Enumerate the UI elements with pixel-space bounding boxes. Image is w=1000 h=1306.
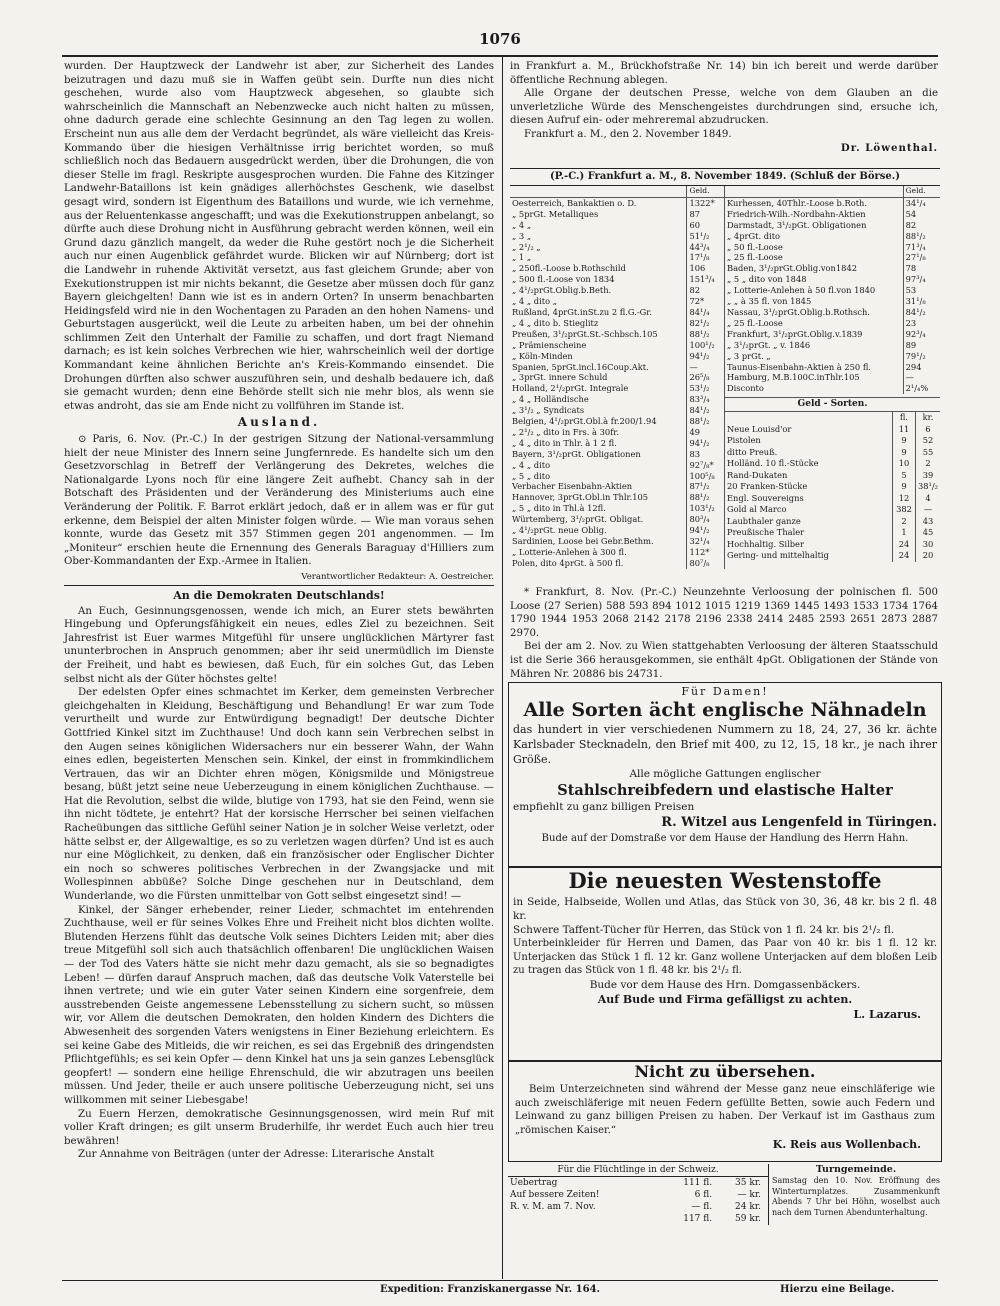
- fluechtlinge-row: [508, 1177, 763, 1189]
- ausland-heading: Ausland.: [237, 415, 321, 430]
- boerse-row-cell: 84¹/₄: [687, 307, 724, 318]
- boerse-row: [725, 231, 940, 242]
- boerse-row: [510, 263, 724, 274]
- boerse-row-cell: „ 4¹/₂prGt. neue Oblig.: [512, 525, 607, 536]
- verloosung-notes: [510, 586, 938, 681]
- boerse-row-cell: 2¹/₄%: [903, 383, 940, 394]
- geld-sorten-row-cell: 9: [892, 481, 915, 493]
- boerse-row: [725, 252, 940, 263]
- fluechtlinge-row-cell: 35 kr.: [735, 1178, 761, 1188]
- boerse-row-cell: 112*: [687, 547, 724, 558]
- geld-sorten-row-cell: 10: [892, 458, 915, 470]
- boerse-row-cell: Würtemberg, 3¹/₂prGt. Obligat.: [512, 514, 644, 525]
- boerse-row-cell: 84¹/₂: [687, 405, 724, 416]
- boerse-row-cell: 1322*: [687, 197, 724, 208]
- boerse-row-cell: 82: [687, 285, 724, 296]
- ad1-line2: Alle mögliche Gattungen englischer: [629, 768, 821, 780]
- fluechtlinge-list: [508, 1164, 769, 1225]
- geld-sorten-row-cell: 382: [892, 504, 915, 516]
- boerse-row-cell: 53: [903, 285, 940, 296]
- boerse-row: [725, 285, 940, 296]
- boerse-row-cell: „ Lotterie-Anlehen à 300 fl.: [512, 546, 627, 557]
- boerse-row-cell: Sardinien, Loose bei Gebr.Bethm.: [512, 536, 654, 546]
- boerse-row-cell: Taunus-Eisenbahn-Aktien à 250 fl.: [727, 361, 872, 372]
- ad2-line2: Schwere Taffent-Tücher für Herren, das Stück von 1 fl. 24 kr. bis 2¹/₂ fl.: [513, 924, 895, 936]
- appeal-paragraph-3: Kinkel, der Sänger erhebender, reiner Lieder, schmachtet im entehrenden Zuchthause, weil er für seines Volkes Ehre und Freiheit nicht blos dichten wollte. Blutenden Herzens fühlt das deutsche Volk seines Dichters Leiden mit; aber dies treue Mitgefühl soll sich auch thatsächlich offenbaren! Die unglücklichen Waisen — der Tod des Vaters hätte sie nicht mehr dazu gemacht, als sie so begnadigtes Leben! — dürfen darauf Anspruch machen, daß das deutsche Volk Vaterstelle bei ihnen vertrete; und wie ein guter Vater seinen Kindern eine sorgenfreie, dem ausstrebenden Geiste angemessene Lebensstellung zu sichern sucht, so müssen wir, vor Allem die deutschen Demokraten, den holden Kindern des Dichters die Abwesenheit des sorgenden Vaters wenigstens in Einer Beziehung erleichtern. Es sei keine Gabe des Mitleids, die wir reichen, es sei das Ergebniß des dringendsten Pflichtgefühls; es sei kein Opfer — denn Kinkel hat uns ja sein ganzes Lebensglück geopfert! — sondern eine heilige Ehrenschuld, die wir abzutragen uns beeilen müssen. Und Jeder, theile er auch unsere politische Ueberzeugung nicht, sei uns willkommen mit seiner Liebesgabe!: [64, 904, 494, 1106]
- bottom-rule: [62, 1280, 938, 1281]
- boerse-row: [510, 394, 724, 405]
- boerse-row: [510, 340, 724, 351]
- boerse-row: [510, 471, 724, 482]
- fluechtlinge-row-cell: 59 kr.: [735, 1214, 761, 1224]
- ad3-title: Nicht zu übersehen.: [634, 1062, 816, 1081]
- fluechtlinge-row: [508, 1189, 763, 1201]
- ad2-line1: in Seide, Halbseide, Wollen und Atlas, das Stück von 30, 36, 48 kr. bis 2 fl. 48 kr.: [513, 896, 937, 922]
- geld-sorten-row-cell: 20 Franken-Stücke: [727, 481, 808, 492]
- landwehr-article: wurden. Der Hauptzweck der Landwehr ist aber, zur Sicherheit des Landes beizutragen und dazu muß sie in Waffen geübt sein. Durfte nun dies nicht geschehen, wurde also vom Hauptzweck abgesehen, so glaubte sich wahrscheinlich die Mannschaft an Nebenzwecke auch nicht halten zu müssen, ohne dadurch gerade eine schlechte Gesinnung an den Tag legen zu wollen. Erscheint nun aus alle dem der Verdacht begründet, als wäre vielleicht das Kreis-Kommando über die hiesigen Verhältnisse irrig berichtet worden, so muß schließlich noch das Bedauern ausgedrückt werden, über die Drohungen, die von dieser Stelle im fragl. Reskripte ausgesprochen wurden. Die Fahne des Kitzinger Landwehr-Bataillons ist kein gnädiges allerhöchstes Geschenk, wie daselbst gesagt wird, sondern ist Eigenthum des Bataillons und wurde, wie ich vernehme, aus der Reluentenkasse angeschafft; und was die Exekutionstruppen anbelangt, so dürfte auch diese Drohung nicht in Ausführung gebracht werden können, weil ein Grund dazu gänzlich mangelt, da weder die Ruhe gestört noch je die Sicherheit auch nur einen Augenblick gefährdet wurde. Blicken wir auf Nürnberg; dort ist die Landwehr in ruhende Aktivität versetzt, aus fast gleichem Grunde; aber von Exekutionstruppen ist mir nichts bekannt, die Gesetze aber müssen doch für ganz Bayern gleichgelten! Dann wie ist es in andern Orten? In unserm benachbarten Heidingsfeld wird nie in den Wochentagen zu Paraden an den hohen Namens- und Geburtstagen ausgerückt, weil die Leute zu arbeiten haben, um bei der ohnehin schlimmen Zeit den Unterhalt der Familie zu schaffen, und dort fragt Niemand darnach; es ist kein solches Verbrechen wie hier, wahrscheinlich weil der dortige Kommandant keine ähnlichen Berichte an's Kreis-Kommando einsendet. Die Drohungen dürften also schwer auszuführen sein, und deshalb bedauere ich, daß sie gemacht wurden; denn eine Behörde stellt sich nie mehr blos, als wenn sie etwas androht, das sie am Ende nicht zu vollführen im Stande ist.: [64, 61, 494, 412]
- boerse-row: [510, 547, 724, 558]
- top-rule: [62, 55, 938, 57]
- boerse-table-left: [510, 186, 724, 569]
- boerse-row: [510, 209, 724, 220]
- boerse-row-cell: 27¹/₈: [903, 252, 940, 263]
- geld-sorten-row: [725, 527, 940, 539]
- boerse-row-cell: 84¹/₂: [903, 307, 940, 318]
- boerse-row-cell: 87: [687, 209, 724, 220]
- boerse-row: [725, 296, 940, 307]
- boerse-row-cell: „ „ à 35 fl. von 1845: [727, 296, 812, 307]
- boerse-row-cell: „ 3¹/₂prGt. „ v. 1846: [727, 339, 811, 350]
- boerse-row: [725, 351, 940, 362]
- geld-sorten-row-cell: 6: [915, 424, 940, 436]
- appeal-paragraph-2: Der edelsten Opfer eines schmachtet im Kerker, dem gemeinsten Verbrecher gleichgehalten in Kleidung, Beschäftigung und Behandlung! Er war zum Tode verurtheilt und wurde zur Entwürdigung begnadigt! Der deutsche Dichter Gottfried Kinkel sitzt im Zuchthause! Und doch kann sein Verbrechen selbst in den Augen seines königlichen Widersachers nur ein besserer Wahn, der Wahn eines edlen, begeisterten Menschen sein. Kinkel, der einst in frommkindlichem Vertrauen, das wir an Dichter ehren mögen, Königsmilde und Mönigstreue besang, büßt jetzt seine neue Ueberzeugung in einem königlichen Zuchthause. — Hat die Revolution, selbst die wilde, blutige von 1793, hat sie den Feind, wenn sie ihn nicht tödtete, je entehrt? Hat der korsische Herrscher bei seinen vielfachen Racheübungen das sittliche Gefühl seiner Nation je in solcher Weise verletzt, oder hätte selbst er, der Allgewaltige, es so zu verletzen wagen dürfen? Und ist es auch nur eine Möglichkeit, zu denken, daß ein französischer oder Englischer Dichter ein noch so schweres politisches Verbrechen in der Zwangsjacke und mit Wollespinnen abbüße? Solche Dinge geschehen nur in Deutschland, dem Wunderlande, wo die Fürsten unmittelbar von Gott selbst eingesetzt sind! —: [64, 687, 494, 903]
- fluechtlinge-row-cell: 6 fl.: [694, 1190, 713, 1200]
- ad3-text: Beim Unterzeichneten sind während der Messe ganz neue einschläferige wie auch zweischläferige mit neuen Federn gefüllte Betten, sowie auch Federn und Leinwand zu ganz billigen Preisen zu haben. Der Verkauf ist im Gasthaus zum „römischen Kaiser.“: [515, 1084, 935, 1136]
- geld-sorten-row-cell: Gold al Marco: [727, 504, 787, 515]
- appeal-paragraph-5: Zur Annahme von Beiträgen (unter der Adresse: Literarische Anstalt: [78, 1149, 435, 1161]
- boerse-row-cell: „ 3¹/₂ „ Syndicats: [512, 405, 585, 416]
- demokraten-heading: An die Demokraten Deutschlands!: [173, 588, 385, 602]
- boerse-row-cell: 23: [903, 318, 940, 329]
- fluechtlinge-row: [508, 1201, 763, 1213]
- boerse-row: [725, 274, 940, 285]
- geld-sorten-row: [725, 516, 940, 528]
- boerse-table-right: [725, 186, 940, 394]
- boerse-row: [510, 307, 724, 318]
- boerse-row-cell: 51¹/₂: [687, 231, 724, 242]
- boerse-row: [510, 220, 724, 231]
- verloosung-note-1: * Frankfurt, 8. Nov. (Pr.-C.) Neunzehnte Verloosung der polnischen fl. 500 Loose (27 Serien) 588 593 894 1012 1015 1219 1369 1445 1493 1533 1734 1764 1790 1944 1953 2068 2142 2178 2196 2338 2414 2485 2593 2651 2873 2887 2970.: [510, 587, 938, 639]
- boerse-row-cell: 97³/₄: [903, 274, 940, 285]
- boerse-row-cell: Hannover, 3prGt.Obl.in Thlr.105: [512, 492, 649, 503]
- boerse-row-cell: „ 3 „: [512, 230, 532, 241]
- turngemeinde-notice: [772, 1164, 940, 1218]
- geld-sorten-row: [725, 493, 940, 505]
- boerse-row: [725, 307, 940, 318]
- boerse-row-cell: —: [687, 362, 724, 373]
- boerse-row-cell: 100¹/₂: [687, 340, 724, 351]
- boerse-row-cell: „ 5 „ dito in Thl.à 12fl.: [512, 503, 606, 514]
- boerse-row: [510, 285, 724, 296]
- turngemeinde-heading: Turngemeinde.: [815, 1164, 897, 1175]
- boerse-row: [510, 231, 724, 242]
- boerse-row-cell: 54: [903, 209, 940, 220]
- boerse-row-cell: 94¹/₂: [687, 438, 724, 449]
- column-divider: [502, 57, 503, 1279]
- ad1-line3: empfiehlt zu ganz billigen Preisen: [513, 801, 695, 813]
- boerse-section: [510, 168, 940, 569]
- boerse-row-cell: 94¹/₂: [687, 525, 724, 536]
- boerse-row: [510, 351, 724, 362]
- boerse-row-cell: Darmstadt, 3¹/₂pGt. Obligationen: [727, 219, 867, 230]
- fluechtlinge-heading: Für die Flüchtlinge in der Schweiz.: [508, 1164, 768, 1177]
- boerse-row-cell: 82: [903, 220, 940, 231]
- geld-sorten-table: [725, 412, 940, 562]
- ad2-title: Die neuesten Westenstoffe: [568, 868, 882, 893]
- geld-sorten-row: [725, 435, 940, 447]
- boerse-row: [510, 405, 724, 416]
- boerse-row-cell: „ 4 „ dito b. Stieglitz: [512, 317, 599, 328]
- boerse-row-cell: Belgien, 4¹/₂prGt.Obl.à fr.200/1.94: [512, 416, 657, 427]
- boerse-row: [510, 274, 724, 285]
- turngemeinde-text: Samstag den 10. Nov. Eröffnung des Winterturnplatzes. Zusammenkunft Abends 7 Uhr bei Höhn, woselbst auch nach dem Turnen Abendunterhaltung.: [772, 1176, 940, 1217]
- boerse-row: [510, 460, 724, 471]
- geld-sorten-row-cell: Rand-Dukaten: [727, 469, 788, 480]
- ad1-kicker: Für Damen!: [681, 685, 769, 698]
- boerse-row: [725, 329, 940, 340]
- geld-sorten-row-cell: 24: [892, 539, 915, 551]
- geld-sorten-row-cell: 2: [892, 516, 915, 528]
- boerse-row-cell: 80⁷/₈: [687, 558, 724, 569]
- boerse-row-cell: „ 3prGt. innere Schuld: [512, 372, 608, 383]
- boerse-row-cell: Oesterreich, Bankaktien o. D.: [512, 197, 637, 208]
- boerse-row-cell: 31¹/₈: [903, 296, 940, 307]
- fluechtlinge-row-cell: R. v. M. am 7. Nov.: [510, 1202, 596, 1212]
- boerse-row-cell: „ 25 fl.-Loose: [727, 317, 783, 328]
- nicht-zu-uebersehen-ad: [508, 1060, 942, 1162]
- boerse-row: [510, 252, 724, 263]
- geld-sorten-row-cell: 11: [892, 424, 915, 436]
- boerse-row-cell: Baden, 3¹/₂prGt.Oblig.von1842: [727, 263, 857, 274]
- geld-sorten-row-cell: Preußische Thaler: [727, 527, 805, 538]
- boerse-row-cell: 89: [903, 340, 940, 351]
- boerse-heading: (P.-C.) Frankfurt a. M., 8. November 1849. (Schluß der Börse.): [510, 169, 940, 186]
- boerse-row: [510, 296, 724, 307]
- page-number: 1076: [479, 30, 521, 48]
- fluechtlinge-row-cell: 117 fl.: [683, 1214, 713, 1224]
- boerse-row: [510, 372, 724, 383]
- geld-sorten-row: [725, 458, 940, 470]
- boerse-right-rows: [725, 197, 940, 394]
- fluechtlinge-row-cell: [508, 1213, 660, 1225]
- boerse-row-cell: „ 500 fl.-Loose von 1834: [512, 274, 615, 285]
- fluechtlinge-row-cell: Auf bessere Zeiten!: [510, 1190, 600, 1200]
- boerse-row-cell: „ 4prGt. dito: [727, 230, 781, 241]
- geld-sorten-row-cell: 9: [892, 447, 915, 459]
- boerse-row-cell: 151³/₄: [687, 274, 724, 285]
- appeal-continuation: in Frankfurt a. M., Brückhofstraße Nr. 14) bin ich bereit und werde darüber öffentliche Rechnung ablegen.: [510, 61, 938, 86]
- geld-sorten-row-cell: 55: [915, 447, 940, 459]
- boerse-row-cell: 17¹/₈: [687, 252, 724, 263]
- boerse-row-cell: Frankfurt, 3¹/₂prGt.Oblig.v.1839: [727, 328, 863, 339]
- ad3-signature: K. Reis aus Wollenbach.: [772, 1138, 921, 1151]
- boerse-row: [510, 362, 724, 373]
- geld-sorten-row-cell: 24: [892, 550, 915, 562]
- boerse-row-cell: 88¹/₂: [687, 416, 724, 427]
- boerse-row: [510, 525, 724, 536]
- boerse-row: [725, 318, 940, 329]
- appeal-paragraph-1: An Euch, Gesinnungsgenossen, wende ich mich, an Eurer stets bewährten Hingebung und Opferungsfähigkeit ein neues, edles Ziel zu bezeichnen. Seit Jahresfrist ist Euer warmes Mitgefühl für unsere unglücklichen Märtyrer fast ununterbrochen in Anspruch genommen; aber ihr seid unermüdlich im Dienste der Freiheit, und habt es bewiesen, daß Euch, für ein solches Gut, das Leben selbst nicht als der Güter höchstes gelte!: [64, 605, 494, 685]
- boerse-row-cell: 92⁷/₈*: [687, 460, 724, 471]
- boerse-right-block: [724, 186, 940, 569]
- geld-sorten-row-cell: 4: [915, 493, 940, 505]
- redakteur-line: Verantwortlicher Redakteur: A. Oestreicher.: [64, 572, 494, 586]
- boerse-row-cell: 78: [903, 263, 940, 274]
- boerse-row: [510, 383, 724, 394]
- boerse-row: [725, 340, 940, 351]
- geld-sorten-row-cell: 45: [915, 527, 940, 539]
- gs-fl-header: fl.: [892, 412, 915, 424]
- boerse-row-cell: 106: [687, 263, 724, 274]
- boerse-row-cell: Preußen, 3¹/₂prGt.St.-Schbsch.105: [512, 328, 658, 339]
- naehnadeln-ad: [508, 682, 942, 868]
- boerse-row-cell: 88¹/₂: [687, 329, 724, 340]
- boerse-row-cell: 44³/₄: [687, 242, 724, 253]
- boerse-row: [510, 536, 724, 547]
- boerse-row-cell: 87¹/₂: [687, 481, 724, 492]
- boerse-row: [725, 362, 940, 373]
- geld-sorten-row-cell: Engl. Souvereigns: [727, 492, 804, 503]
- boerse-row-cell: Bayern, 3¹/₂prGt. Obligationen: [512, 448, 641, 459]
- boerse-row-cell: „ 4 „ dito „: [512, 296, 558, 307]
- geld-sorten-row: [725, 550, 940, 562]
- boerse-row-cell: „ 1 „: [512, 252, 532, 263]
- boerse-row-cell: 26⁵/₈: [687, 372, 724, 383]
- boerse-row-cell: 294: [903, 362, 940, 373]
- boerse-row: [510, 514, 724, 525]
- fluechtlinge-row: [508, 1213, 763, 1225]
- geld-sorten-row-cell: 43: [915, 516, 940, 528]
- boerse-row-cell: 60: [687, 220, 724, 231]
- gs-kr-header: kr.: [915, 412, 940, 424]
- boerse-tables: [510, 186, 940, 569]
- boerse-row-cell: „ 25 fl.-Loose: [727, 252, 783, 263]
- geld-sorten-row-cell: Neue Louisd'or: [727, 423, 792, 434]
- ad1-line1: das hundert in vier verschiedenen Nummern zu 18, 24, 27, 36 kr. ächte Karlsbader Stecknadeln, den Brief mit 400, zu 12, 15, 18 kr., je nach ihrer Größe.: [513, 723, 937, 766]
- geld-sorten-rows: [725, 424, 940, 562]
- boerse-row-cell: Disconto: [727, 383, 764, 394]
- left-column: [64, 60, 494, 1162]
- geld-sorten-row-cell: 1: [892, 527, 915, 539]
- appeal-press-request: Alle Organe der deutschen Presse, welche von dem Glauben an die unverletzliche Würde des Menschengeistes durchdrungen sind, ersuche ich, diesen Aufruf ein- oder mehreremal abzudrucken.: [510, 88, 938, 127]
- fluechtlinge-row-cell: — fl.: [691, 1202, 713, 1212]
- boerse-row-cell: „ 5prGt. Metalliques: [512, 208, 599, 219]
- boerse-row: [510, 416, 724, 427]
- boerse-row-cell: 94¹/₂: [687, 351, 724, 362]
- appeal-signature: Dr. Löwenthal.: [840, 141, 938, 154]
- geld-sorten-row-cell: 9: [892, 435, 915, 447]
- boerse-row-cell: —: [903, 372, 940, 383]
- boerse-row-cell: Friedrich-Wilh.-Nordbahn-Aktien: [727, 208, 866, 219]
- boerse-row: [510, 242, 724, 253]
- boerse-row-cell: 49: [687, 427, 724, 438]
- boerse-row: [510, 318, 724, 329]
- boerse-row-cell: 32¹/₄: [687, 536, 724, 547]
- boerse-row: [510, 558, 724, 569]
- boerse-row-cell: 80³/₄: [687, 514, 724, 525]
- boerse-row-cell: „ 2¹/₂ „ dito in Frs. à 30fr.: [512, 426, 619, 437]
- boerse-row-cell: 88¹/₂: [687, 492, 724, 503]
- boerse-row-cell: Hamburg, M.B.100C.inThlr.105: [727, 372, 860, 383]
- geld-sorten-row-cell: ditto Preuß.: [727, 446, 778, 457]
- geld-col-header: Geld.: [687, 186, 724, 197]
- geld-sorten-row-cell: Holländ. 10 fl.-Stücke: [727, 458, 819, 469]
- ad2-line4: Bude vor dem Hause des Hrn. Domgassenbäckers.: [589, 978, 861, 991]
- boerse-row-cell: 83³/₄: [687, 394, 724, 405]
- boerse-row-cell: 103¹/₂: [687, 503, 724, 514]
- verloosung-note-2: Bei der am 2. Nov. zu Wien stattgehabten Verloosung der älteren Staatsschuld ist die Serie 366 herausgekommen, sie enthält 4pGt. Obligationen der Stände von Mähren Nr. 20886 bis 24731.: [510, 641, 938, 680]
- boerse-row-cell: Nassau, 3¹/₂prGt.Oblig.b.Rothsch.: [727, 306, 871, 317]
- appeal-paragraph-4: Zu Euern Herzen, demokratische Gesinnungsgenossen, wird mein Ruf mit voller Kraft dringen; es gilt unserm Bruderhilfe, ihr werdet Euch auch hier treu bewähren!: [64, 1108, 494, 1147]
- boerse-row: [725, 220, 940, 231]
- boerse-row-cell: 100⁵/₈: [687, 471, 724, 482]
- boerse-row-cell: 79¹/₂: [903, 351, 940, 362]
- ad1-subtitle: Stahlschreibfedern und elastische Halter: [557, 782, 893, 799]
- boerse-row-cell: „ 4 „ dito: [512, 459, 551, 470]
- fluechtlinge-table: [508, 1177, 763, 1225]
- boerse-row-cell: Verbacher Eisenbahn-Aktien: [512, 481, 633, 492]
- boerse-row: [725, 372, 940, 383]
- geld-sorten-row-cell: —: [915, 504, 940, 516]
- ad2-signature: L. Lazarus.: [853, 1007, 921, 1021]
- boerse-row-cell: 82¹/₂: [687, 318, 724, 329]
- geld-sorten-row: [725, 504, 940, 516]
- geld-sorten-row-cell: 5: [892, 470, 915, 482]
- beilage-note: Hierzu eine Beilage.: [780, 1284, 895, 1295]
- geld-sorten-row: [725, 481, 940, 493]
- geld-sorten-row-cell: Gering- und mittelhaltig: [727, 550, 829, 561]
- geld-sorten-row-cell: 20: [915, 550, 940, 562]
- boerse-row: [510, 197, 724, 208]
- geld-sorten-row: [725, 470, 940, 482]
- ad1-title: Alle Sorten ächt englische Nähnadeln: [523, 699, 927, 721]
- boerse-row-cell: „ 5 „ dito: [512, 470, 551, 481]
- westenstoffe-ad: [508, 866, 942, 1062]
- boerse-row: [725, 197, 940, 208]
- boerse-row: [725, 209, 940, 220]
- boerse-row: [510, 449, 724, 460]
- geld-sorten-row-cell: 38¹/₂: [915, 481, 940, 493]
- geld-sorten-row-cell: 30: [915, 539, 940, 551]
- boerse-row-cell: „ 4 „ Holländische: [512, 394, 589, 405]
- boerse-row-cell: Spanien, 5prGt.incl.16Coup.Akt.: [512, 361, 649, 372]
- geld-sorten-row-cell: 39: [915, 470, 940, 482]
- boerse-row-cell: „ 50 fl.-Loose: [727, 241, 783, 252]
- boerse-row: [510, 438, 724, 449]
- boerse-row: [510, 481, 724, 492]
- geld-col-header-right: Geld.: [903, 186, 940, 197]
- boerse-row-cell: „ 4 „: [512, 219, 532, 230]
- boerse-row: [725, 383, 940, 394]
- geld-sorten-heading: Geld - Sorten.: [725, 397, 940, 412]
- geld-sorten-row: [725, 539, 940, 551]
- expedition-address: Expedition: Franziskanergasse Nr. 164.: [380, 1284, 601, 1295]
- boerse-row-cell: Polen, dito 4prGt. à 500 fl.: [512, 557, 624, 568]
- boerse-row: [510, 492, 724, 503]
- geld-sorten-row: [725, 447, 940, 459]
- paris-article: ⊙ Paris, 6. Nov. (Pr.-C.) In der gestrigen Sitzung der National-versammlung hielt der neue Minister des Innern seine Jungfernrede. Es handelte sich um den Gesetzvorschlag in Betreff der Verlängerung des Dekretes, welches die Nationalgarde Lyons noch für eine längere Zeit aufhebt. Chancy sah in der Botschaft des Präsidenten und der Veränderung des Ministeriums auch eine Veränderung der Politik. F. Barrot erklärt jedoch, daß er in allem was er für gut erkenne, dem Beispiel der alten Minister folgen würde. — Wie man voraus sehen konnte, wurde das Gesetz mit 357 Stimmen gegen 201 angenommen. — Im „Moniteur“ erschien heute die Ernennung des Generals Baraguay d'Hilliers zum Ober-Kommandanten der Exp.-Armee in Italien.: [64, 434, 494, 568]
- boerse-left-rows: [510, 197, 724, 568]
- boerse-row-cell: 71³/₄: [903, 242, 940, 253]
- geld-sorten-row-cell: Hochhaltig. Silber: [727, 538, 804, 549]
- ad2-line3: Unterbeinkleider für Herren und Damen, das Paar von 40 kr. bis 1 fl. 12 kr. Unterjacken das Stück 1 fl. 12 kr. Ganz wollene Unterjacken auf dem bloßen Leib zu tragen das Stück von 1 fl. 48 kr. bis 2¹/₂ fl.: [513, 938, 937, 976]
- geld-sorten-row-cell: 52: [915, 435, 940, 447]
- fluechtlinge-row-cell: 24 kr.: [735, 1202, 761, 1212]
- boerse-row-cell: „ 2¹/₂ „: [512, 241, 541, 252]
- right-column-top: [510, 60, 938, 155]
- boerse-row-cell: Holland, 2¹/₂prGt. Integrale: [512, 383, 629, 394]
- boerse-row-cell: 34¹/₄: [903, 197, 940, 208]
- fluechtlinge-row-cell: 111 fl.: [683, 1178, 713, 1188]
- fluechtlinge-row-cell: Uebertrag: [510, 1178, 558, 1188]
- boerse-row: [510, 329, 724, 340]
- boerse-row-cell: 92³/₄: [903, 329, 940, 340]
- boerse-row-cell: 88¹/₂: [903, 231, 940, 242]
- ad1-vendor: R. Witzel aus Lengenfeld in Türingen.: [661, 815, 937, 830]
- boerse-row-cell: 72*: [687, 296, 724, 307]
- boerse-row-cell: Rußland, 4prGt.inSt.zu 2 fl.G.-Gr.: [512, 306, 653, 317]
- geld-sorten-row-cell: 12: [892, 493, 915, 505]
- appeal-place-date: Frankfurt a. M., den 2. November 1849.: [524, 128, 732, 140]
- geld-sorten-row: [725, 424, 940, 436]
- geld-sorten-row-cell: 2: [915, 458, 940, 470]
- geld-sorten-row-cell: Laubthaler ganze: [727, 515, 801, 526]
- boerse-row-cell: „ Köln-Minden: [512, 350, 573, 361]
- boerse-row: [510, 427, 724, 438]
- boerse-row: [510, 503, 724, 514]
- boerse-row: [725, 263, 940, 274]
- boerse-row-cell: 83: [687, 449, 724, 460]
- boerse-row-cell: „ Prämienscheine: [512, 339, 587, 350]
- ad1-line4: Bude auf der Domstraße vor dem Hause der Handlung des Herrn Hahn.: [541, 833, 909, 844]
- fluechtlinge-row-cell: — kr.: [737, 1190, 761, 1200]
- boerse-row-cell: „ 5 „ dito von 1848: [727, 274, 807, 285]
- boerse-row-cell: Kurhessen, 40Thlr.-Loose b.Roth.: [727, 197, 868, 208]
- geld-sorten-row-cell: Pistolen: [727, 435, 761, 446]
- boerse-row: [725, 242, 940, 253]
- boerse-row-cell: „ Lotterie-Anlehen à 50 fl.von 1840: [727, 285, 876, 296]
- boerse-row-cell: „ 4 „ dito in Thlr. à 1 2 fl.: [512, 437, 617, 448]
- ad2-line5: Auf Bude und Firma gefälligst zu achten.: [597, 992, 853, 1006]
- boerse-row-cell: „ 250fl.-Loose b.Rothschild: [512, 263, 626, 274]
- boerse-row-cell: „ 3 prGt. „: [727, 350, 771, 361]
- boerse-row-cell: „ 4¹/₂prGt.Oblig.b.Beth.: [512, 285, 612, 296]
- boerse-row-cell: 53¹/₂: [687, 383, 724, 394]
